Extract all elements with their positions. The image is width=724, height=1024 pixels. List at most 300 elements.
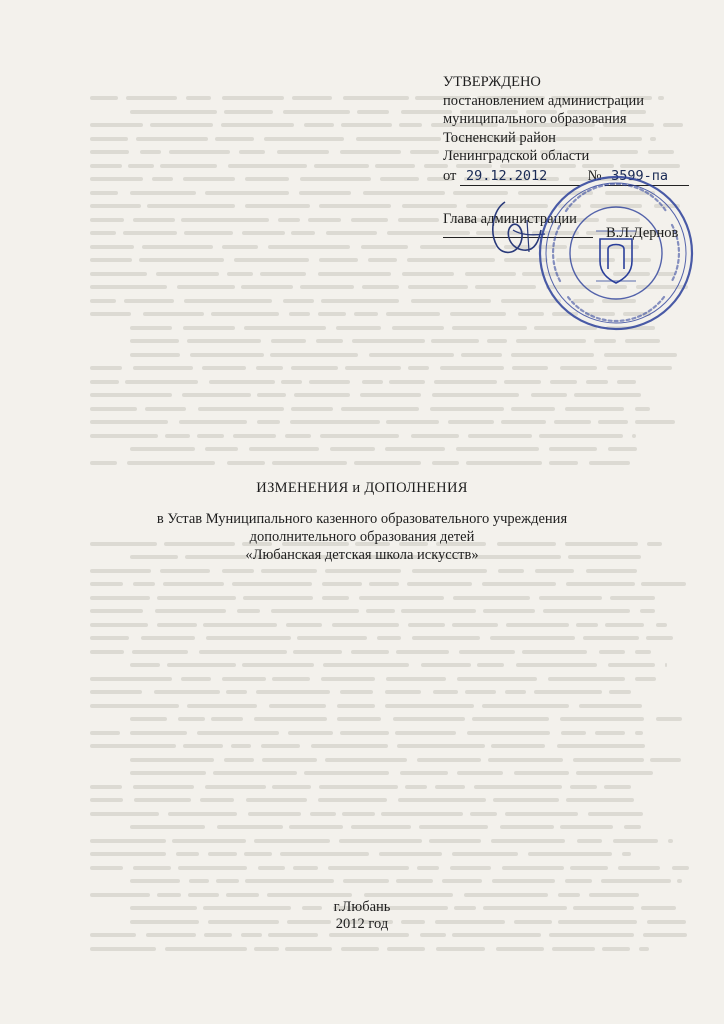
bleed-line — [281, 380, 302, 384]
bleed-line — [187, 704, 257, 708]
bleed-line — [539, 596, 603, 600]
bleed-line — [130, 353, 180, 357]
bleed-line — [380, 177, 419, 181]
bleed-line — [512, 366, 549, 370]
bleed-line — [602, 947, 630, 951]
bleed-line — [330, 447, 375, 451]
bleed-line — [402, 204, 457, 208]
bleed-line — [215, 137, 254, 141]
bleed-line — [260, 272, 306, 276]
bleed-line — [126, 96, 177, 100]
bleed-line — [224, 110, 273, 114]
bleed-line — [399, 123, 422, 127]
bleed-line — [573, 758, 644, 762]
bleed-line — [172, 839, 246, 843]
bleed-line — [435, 785, 465, 789]
bleed-line — [474, 785, 562, 789]
subtitle-line: в Устав Муниципального казенного образовательного учреждения — [156, 511, 568, 527]
bleed-line — [386, 677, 446, 681]
bleed-line — [487, 339, 507, 343]
bleed-line — [244, 852, 272, 856]
bleed-line — [271, 339, 305, 343]
bleed-line — [412, 636, 480, 640]
document-title: ИЗМЕНЕНИЯ и ДОПОЛНЕНИЯ — [256, 480, 468, 496]
bleed-line — [254, 717, 327, 721]
bleed-line — [579, 704, 643, 708]
bleed-line — [90, 137, 128, 141]
bleed-line — [283, 299, 315, 303]
bleed-line — [588, 812, 643, 816]
bleed-line — [285, 947, 331, 951]
bleed-line — [90, 839, 166, 843]
bleed-line — [411, 299, 490, 303]
bleed-line — [448, 420, 494, 424]
bleed-line — [226, 690, 246, 694]
bleed-line — [570, 785, 598, 789]
bleed-line — [516, 663, 597, 667]
bleed-line — [534, 690, 603, 694]
bleed-line — [90, 569, 151, 573]
bleed-line — [586, 380, 608, 384]
bleed-line — [304, 123, 334, 127]
bleed-line — [589, 893, 640, 897]
bleed-line — [354, 461, 420, 465]
bleed-line — [90, 434, 158, 438]
bleed-line — [332, 623, 399, 627]
bleed-line — [183, 177, 235, 181]
bleed-line — [293, 650, 342, 654]
bleed-line — [436, 947, 485, 951]
bleed-line — [501, 420, 546, 424]
bleed-line — [561, 731, 586, 735]
bleed-line — [604, 353, 677, 357]
bleed-line — [205, 785, 266, 789]
bleed-line — [289, 825, 343, 829]
bleed-line — [267, 893, 352, 897]
bleed-line — [576, 623, 598, 627]
bleed-line — [248, 812, 301, 816]
bleed-line — [90, 690, 142, 694]
bleed-line — [535, 569, 574, 573]
bleed-line — [496, 947, 545, 951]
bleed-line — [90, 96, 118, 100]
bleed-line — [672, 866, 689, 870]
bleed-line — [531, 393, 567, 397]
bleed-line — [269, 704, 327, 708]
bleed-line — [336, 326, 381, 330]
bleed-line — [90, 677, 172, 681]
bleed-line — [379, 852, 442, 856]
bleed-line — [197, 434, 224, 438]
bleed-line — [123, 231, 177, 235]
bleed-line — [182, 393, 251, 397]
bleed-line — [341, 407, 419, 411]
bleed-line — [431, 339, 479, 343]
bleed-line — [233, 434, 276, 438]
bleed-line — [213, 771, 297, 775]
bleed-line — [293, 866, 318, 870]
bleed-line — [90, 744, 176, 748]
bleed-line — [90, 164, 122, 168]
approval-line: постановлением администрации — [443, 92, 645, 109]
bleed-line — [375, 164, 415, 168]
footer-city: г.Любань — [333, 899, 391, 915]
bleed-line — [369, 582, 399, 586]
bleed-line — [130, 731, 188, 735]
bleed-line — [211, 312, 279, 316]
bleed-line — [222, 245, 258, 249]
bleed-line — [491, 744, 545, 748]
bleed-line — [208, 852, 236, 856]
bleed-line — [504, 380, 542, 384]
bleed-line — [254, 947, 279, 951]
bleed-line — [624, 825, 641, 829]
bleed-line — [594, 339, 616, 343]
bleed-line — [227, 461, 266, 465]
bleed-line — [90, 272, 147, 276]
bleed-line — [178, 866, 247, 870]
bleed-line — [189, 879, 210, 883]
bleed-line — [617, 380, 636, 384]
date-prefix: от — [443, 168, 457, 184]
bleed-line — [289, 312, 310, 316]
bleed-line — [341, 123, 393, 127]
bleed-line — [341, 947, 379, 951]
bleed-line — [261, 569, 317, 573]
bleed-line — [343, 879, 389, 883]
bleed-line — [482, 704, 569, 708]
bleed-line — [401, 609, 476, 613]
number-value: 3599-па — [611, 168, 669, 184]
bleed-line — [407, 258, 494, 262]
bleed-line — [595, 731, 626, 735]
seal-stamp-icon — [536, 173, 696, 333]
bleed-line — [385, 704, 474, 708]
bleed-line — [90, 245, 134, 249]
bleed-line — [181, 218, 268, 222]
bleed-line — [442, 879, 483, 883]
bleed-line — [205, 191, 288, 195]
bleed-line — [565, 879, 593, 883]
bleed-line — [130, 191, 196, 195]
bleed-line — [245, 204, 311, 208]
bleed-line — [577, 839, 603, 843]
bleed-line — [549, 933, 634, 937]
bleed-line — [142, 245, 213, 249]
bleed-line — [639, 947, 648, 951]
bleed-line — [395, 731, 456, 735]
bleed-line — [420, 933, 446, 937]
bleed-line — [452, 852, 518, 856]
bleed-line — [278, 218, 300, 222]
bleed-line — [141, 636, 194, 640]
bleed-line — [408, 285, 468, 289]
bleed-line — [217, 825, 284, 829]
bleed-line — [361, 245, 408, 249]
bleed-line — [396, 650, 449, 654]
bleed-line — [607, 366, 671, 370]
bleed-line — [565, 407, 624, 411]
bleed-line — [290, 420, 379, 424]
bleed-line — [206, 636, 290, 640]
bleed-line — [385, 690, 421, 694]
bleed-line — [318, 272, 391, 276]
bleed-line — [228, 164, 307, 168]
bleed-line — [432, 393, 520, 397]
bleed-line — [598, 420, 628, 424]
bleed-line — [625, 339, 660, 343]
bleed-line — [605, 623, 644, 627]
bleed-line — [488, 758, 562, 762]
bleed-line — [140, 150, 160, 154]
bleed-line — [181, 677, 211, 681]
bleed-line — [241, 933, 262, 937]
bleed-line — [237, 609, 259, 613]
bleed-line — [337, 717, 382, 721]
bleed-line — [177, 285, 235, 289]
bleed-line — [271, 609, 359, 613]
bleed-line — [362, 285, 399, 289]
bleed-line — [299, 191, 351, 195]
bleed-line — [362, 380, 383, 384]
footer-year: 2012 год — [335, 916, 389, 932]
bleed-line — [90, 636, 129, 640]
bleed-line — [277, 150, 329, 154]
bleed-line — [385, 447, 445, 451]
bleed-line — [514, 771, 569, 775]
bleed-line — [133, 785, 195, 789]
bleed-line — [557, 744, 645, 748]
bleed-line — [90, 866, 123, 870]
bleed-line — [310, 812, 335, 816]
bleed-line — [90, 704, 179, 708]
bleed-line — [246, 798, 307, 802]
bleed-line — [583, 636, 640, 640]
bleed-line — [566, 582, 634, 586]
bleed-line — [635, 731, 643, 735]
bleed-line — [398, 218, 439, 222]
bleed-line — [232, 582, 312, 586]
bleed-line — [464, 893, 548, 897]
bleed-line — [359, 596, 444, 600]
number-sign: № — [587, 168, 602, 184]
bleed-line — [421, 663, 471, 667]
bleed-line — [90, 366, 122, 370]
bleed-line — [477, 663, 504, 667]
approval-line: Тосненский район — [443, 129, 556, 146]
bleed-line — [328, 866, 409, 870]
bleed-line — [461, 353, 502, 357]
bleed-line — [452, 623, 498, 627]
bleed-line — [490, 636, 574, 640]
bleed-line — [160, 164, 218, 168]
bleed-line — [239, 150, 265, 154]
bleed-line — [417, 866, 439, 870]
bleed-line — [184, 299, 271, 303]
bleed-line — [127, 461, 215, 465]
bleed-line — [470, 812, 498, 816]
signer-name: В.Л.Дернов — [606, 225, 679, 241]
bleed-line — [90, 177, 143, 181]
bleed-line — [576, 771, 653, 775]
bleed-line — [405, 785, 426, 789]
bleed-line — [90, 150, 129, 154]
bleed-line — [408, 366, 428, 370]
bleed-line — [635, 677, 655, 681]
bleed-line — [90, 218, 124, 222]
bleed-line — [132, 650, 188, 654]
bleed-line — [90, 852, 166, 856]
bleed-line — [130, 447, 195, 451]
bleed-line — [506, 623, 569, 627]
bleed-line — [318, 312, 347, 316]
bleed-line — [560, 717, 644, 721]
subtitle-line: «Любанская детская школа искусств» — [245, 547, 479, 563]
bleed-line — [156, 272, 219, 276]
bleed-line — [410, 150, 439, 154]
bleed-line — [90, 204, 141, 208]
bleed-line — [209, 380, 275, 384]
bleed-line — [130, 758, 214, 762]
document-subtitle — [0, 510, 724, 564]
bleed-line — [203, 623, 277, 627]
bleed-line — [243, 596, 312, 600]
bleed-line — [90, 380, 119, 384]
bleed-line — [154, 690, 220, 694]
bleed-line — [356, 137, 441, 141]
bleed-line — [130, 717, 167, 721]
bleed-line — [169, 150, 230, 154]
bleed-line — [139, 258, 223, 262]
bleed-line — [245, 879, 334, 883]
bleed-line — [640, 609, 654, 613]
bleed-line — [254, 839, 330, 843]
bleed-line — [202, 366, 246, 370]
bleed-line — [90, 420, 168, 424]
subtitle-line: дополнительного образования детей — [249, 529, 475, 545]
bleed-line — [292, 96, 332, 100]
bleed-line — [242, 663, 314, 667]
bleed-line — [608, 447, 637, 451]
bleed-line — [90, 812, 159, 816]
bleed-line — [231, 744, 251, 748]
bleed-line — [272, 677, 310, 681]
bleed-line — [539, 434, 623, 438]
bleed-line — [241, 285, 293, 289]
bleed-line — [440, 366, 504, 370]
bleed-line — [408, 623, 444, 627]
bleed-line — [178, 717, 205, 721]
bleed-line — [198, 407, 284, 411]
document-footer — [0, 899, 724, 933]
bleed-line — [272, 461, 347, 465]
bleed-line — [377, 636, 401, 640]
bleed-line — [285, 434, 310, 438]
bleed-line — [677, 879, 682, 883]
bleed-line — [90, 231, 116, 235]
bleed-line — [90, 299, 116, 303]
bleed-line — [294, 393, 349, 397]
bleed-line — [216, 879, 239, 883]
bleed-line — [450, 866, 492, 870]
bleed-line — [412, 569, 488, 573]
bleed-line — [483, 609, 536, 613]
bleed-line — [558, 893, 580, 897]
bleed-line — [157, 893, 181, 897]
bleed-line — [90, 798, 123, 802]
bleed-line — [90, 407, 137, 411]
bleed-line — [548, 677, 624, 681]
bleed-line — [369, 353, 454, 357]
bleed-line — [258, 866, 286, 870]
bleed-line — [261, 744, 300, 748]
bleed-line — [352, 339, 425, 343]
bleed-line — [398, 798, 486, 802]
bleed-line — [468, 434, 532, 438]
bleed-line — [291, 231, 315, 235]
bleed-line — [429, 839, 481, 843]
bleed-line — [318, 798, 387, 802]
bleed-line — [465, 272, 516, 276]
bleed-line — [516, 339, 587, 343]
bleed-line — [560, 366, 597, 370]
bleed-line — [297, 636, 367, 640]
bleed-line — [130, 879, 180, 883]
head-label: Глава администрации — [443, 211, 577, 227]
bleed-line — [329, 933, 409, 937]
bleed-line — [130, 110, 217, 114]
bleed-line — [311, 744, 388, 748]
bleed-line — [343, 96, 409, 100]
bleed-line — [314, 164, 369, 168]
bleed-line — [502, 866, 564, 870]
bleed-line — [493, 798, 558, 802]
bleed-line — [364, 893, 453, 897]
bleed-line — [566, 798, 633, 802]
bleed-line — [90, 461, 117, 465]
bleed-line — [386, 312, 441, 316]
bleed-line — [601, 879, 671, 883]
bleed-line — [222, 677, 266, 681]
bleed-line — [325, 569, 401, 573]
bleed-line — [452, 326, 527, 330]
bleed-line — [133, 582, 155, 586]
bleed-line — [668, 839, 673, 843]
bleed-line — [90, 785, 122, 789]
bleed-line — [90, 650, 124, 654]
date-value: 29.12.2012 — [466, 168, 548, 184]
bleed-line — [133, 218, 175, 222]
bleed-line — [128, 164, 154, 168]
bleed-line — [340, 690, 373, 694]
bleed-line — [643, 933, 688, 937]
bleed-line — [143, 312, 205, 316]
bleed-line — [411, 434, 459, 438]
bleed-line — [268, 933, 318, 937]
bleed-line — [249, 447, 319, 451]
bleed-line — [500, 825, 554, 829]
bleed-line — [339, 839, 421, 843]
bleed-line — [320, 434, 399, 438]
bleed-line — [244, 326, 326, 330]
bleed-line — [316, 339, 343, 343]
bleed-line — [366, 609, 395, 613]
bleed-line — [157, 596, 236, 600]
bleed-line — [505, 690, 526, 694]
bleed-line — [434, 380, 497, 384]
bleed-line — [90, 312, 131, 316]
bleed-line — [656, 717, 682, 721]
